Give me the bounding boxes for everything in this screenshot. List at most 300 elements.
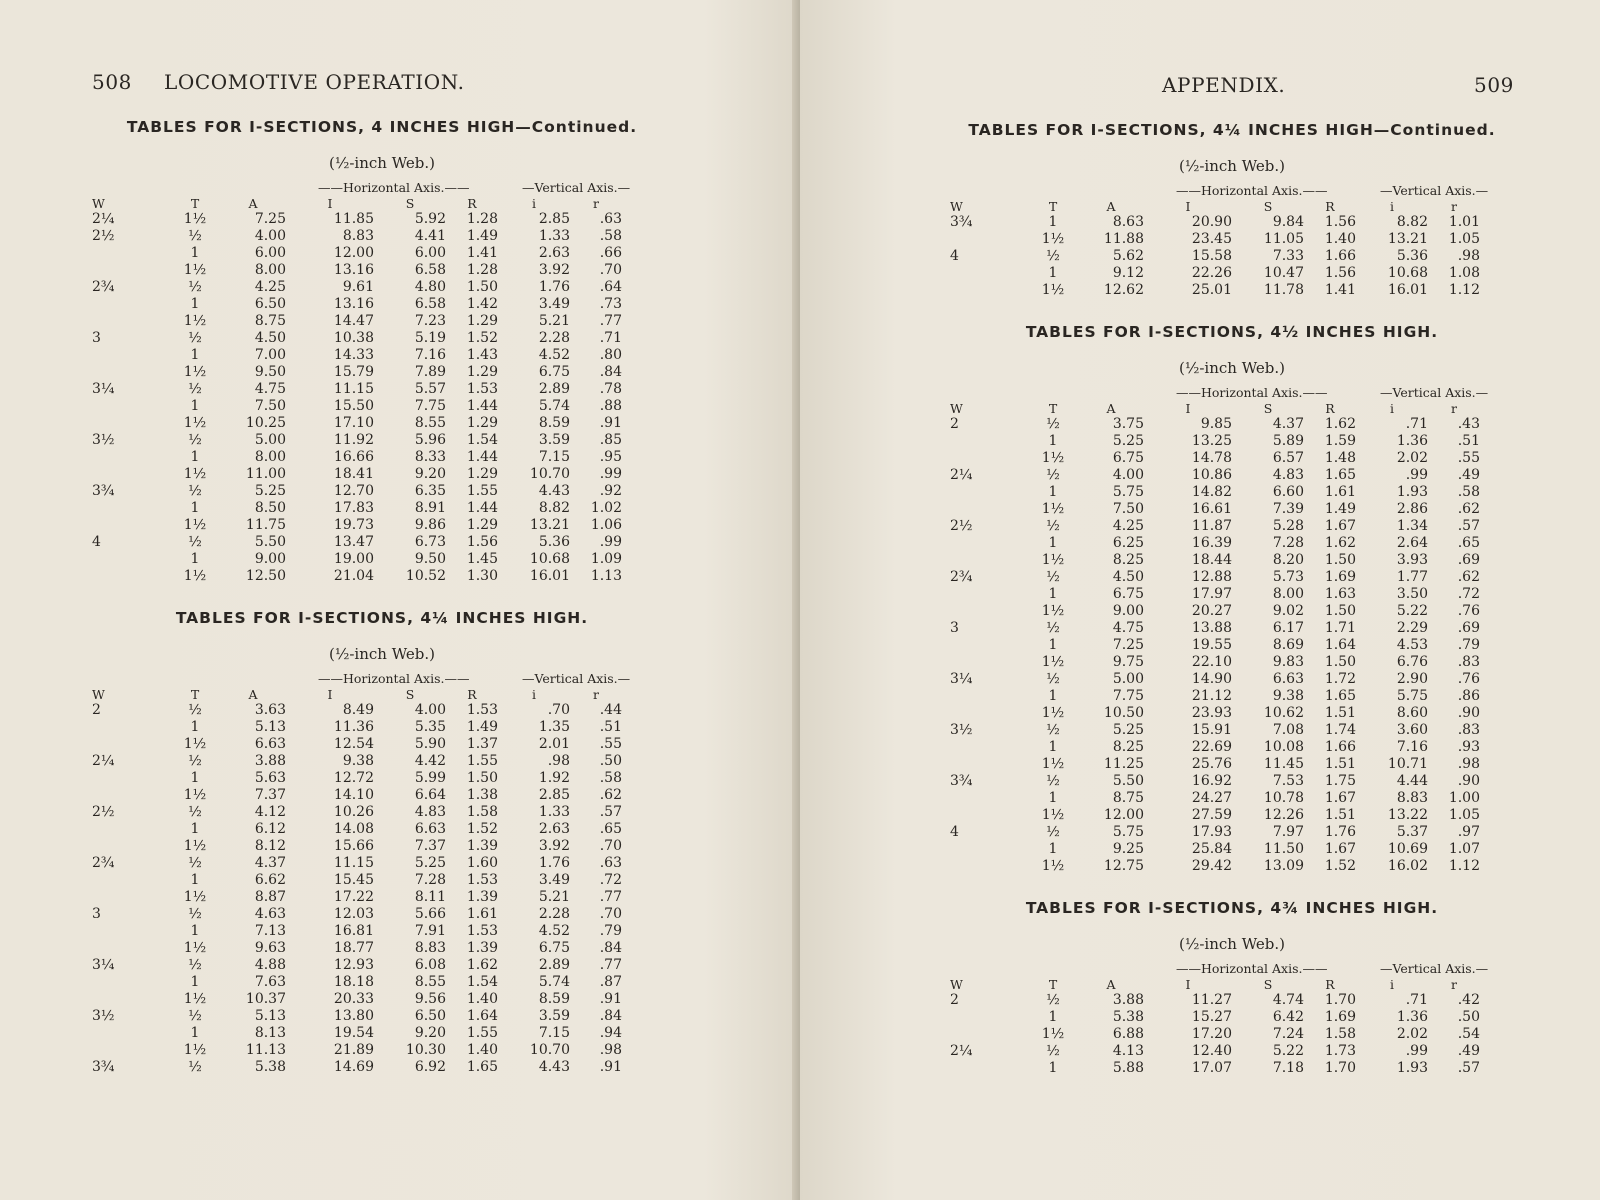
column-header-vertical-r: r <box>593 687 599 702</box>
table-row <box>950 535 1480 552</box>
cell-radius-r: 1.28 <box>466 211 498 227</box>
cell-weight: 2 <box>950 416 959 432</box>
cell-vertical-i: .99 <box>1405 1043 1428 1059</box>
cell-area: 5.63 <box>254 770 286 786</box>
cell-thickness: 1½ <box>183 889 207 905</box>
header-row <box>92 196 622 211</box>
cell-thickness: 1 <box>190 770 200 786</box>
column-header-moment-i: I <box>1185 401 1191 416</box>
cell-section-modulus-s: 7.23 <box>414 313 446 329</box>
column-header-section-modulus-s: S <box>1263 199 1273 214</box>
cell-thickness: ½ <box>188 753 202 769</box>
cell-vertical-r: 1.05 <box>1448 807 1480 823</box>
cell-radius-r: 1.56 <box>1324 214 1356 230</box>
cell-moment-i: 25.76 <box>1191 756 1232 772</box>
cell-moment-i: 8.83 <box>342 228 374 244</box>
cell-area: 7.50 <box>254 398 286 414</box>
cell-section-modulus-s: 8.55 <box>414 974 446 990</box>
cell-section-modulus-s: 6.64 <box>414 787 446 803</box>
table-row <box>92 330 622 347</box>
cell-thickness: 1½ <box>1041 807 1065 823</box>
cell-section-modulus-s: 10.08 <box>1263 739 1304 755</box>
cell-vertical-r: .77 <box>599 313 622 329</box>
cell-vertical-r: .63 <box>599 211 622 227</box>
cell-weight <box>950 1026 1028 1043</box>
cell-area: 12.75 <box>1103 858 1144 874</box>
cell-vertical-i: 2.64 <box>1396 535 1428 551</box>
cell-radius-r: 1.38 <box>466 787 498 803</box>
cell-thickness: 1 <box>190 923 200 939</box>
cell-radius-r: 1.44 <box>466 449 498 465</box>
cell-vertical-i: 13.22 <box>1387 807 1428 823</box>
cell-section-modulus-s: 7.91 <box>414 923 446 939</box>
column-header-section-modulus-s: S <box>1263 401 1273 416</box>
cell-radius-r: 1.55 <box>466 753 498 769</box>
cell-thickness: 1 <box>190 821 200 837</box>
cell-moment-i: 9.61 <box>342 279 374 295</box>
cell-vertical-i: 3.92 <box>538 262 570 278</box>
cell-vertical-i: 6.75 <box>538 364 570 380</box>
cell-vertical-r: .76 <box>1457 603 1480 619</box>
cell-radius-r: 1.73 <box>1324 1043 1356 1059</box>
page-number: 509 <box>1474 73 1514 97</box>
cell-vertical-i: 10.70 <box>529 1042 570 1058</box>
cell-section-modulus-s: 8.69 <box>1272 637 1304 653</box>
cell-area: 6.50 <box>254 296 286 312</box>
column-header-moment-i: I <box>1185 977 1191 992</box>
cell-moment-i: 13.25 <box>1191 433 1232 449</box>
table-row <box>950 248 1480 265</box>
cell-moment-i: 17.20 <box>1191 1026 1232 1042</box>
cell-section-modulus-s: 5.90 <box>414 736 446 752</box>
table-row <box>92 1025 622 1042</box>
table-row <box>92 991 622 1008</box>
cell-area: 7.13 <box>254 923 286 939</box>
table-row <box>950 501 1480 518</box>
cell-section-modulus-s: 10.78 <box>1263 790 1304 806</box>
cell-thickness: 1 <box>1048 1009 1058 1025</box>
cell-section-modulus-s: 6.73 <box>414 534 446 550</box>
cell-thickness: 1½ <box>183 736 207 752</box>
cell-weight <box>92 770 170 787</box>
cell-section-modulus-s: 8.33 <box>414 449 446 465</box>
cell-weight <box>950 790 1028 807</box>
header-row <box>950 401 1480 416</box>
table-row <box>950 807 1480 824</box>
cell-radius-r: 1.39 <box>466 940 498 956</box>
cell-section-modulus-s: 6.92 <box>414 1059 446 1075</box>
cell-thickness: ½ <box>1046 416 1060 432</box>
cell-vertical-i: 5.37 <box>1396 824 1428 840</box>
axis-labels <box>950 183 1514 199</box>
cell-moment-i: 23.93 <box>1191 705 1232 721</box>
cell-vertical-r: 1.07 <box>1448 841 1480 857</box>
cell-weight <box>950 484 1028 501</box>
cell-vertical-i: .70 <box>547 702 570 718</box>
cell-area: 7.75 <box>1112 688 1144 704</box>
cell-vertical-i: 2.28 <box>538 906 570 922</box>
cell-section-modulus-s: 6.63 <box>414 821 446 837</box>
cell-area: 8.75 <box>1112 790 1144 806</box>
cell-radius-r: 1.44 <box>466 500 498 516</box>
cell-vertical-i: 16.02 <box>1387 858 1428 874</box>
cell-vertical-i: 3.59 <box>538 432 570 448</box>
cell-weight: 3¼ <box>92 381 115 397</box>
cell-vertical-i: 1.92 <box>538 770 570 786</box>
cell-moment-i: 20.33 <box>333 991 374 1007</box>
cell-section-modulus-s: 9.86 <box>414 517 446 533</box>
cell-weight <box>92 347 170 364</box>
cell-weight <box>92 821 170 838</box>
cell-thickness: 1 <box>1048 433 1058 449</box>
cell-thickness: 1 <box>190 245 200 261</box>
cell-vertical-i: 1.76 <box>538 855 570 871</box>
cell-section-modulus-s: 6.08 <box>414 957 446 973</box>
cell-moment-i: 16.81 <box>333 923 374 939</box>
column-header-moment-i: I <box>327 687 333 702</box>
cell-radius-r: 1.37 <box>466 736 498 752</box>
cell-weight: 2¾ <box>950 569 973 585</box>
cell-area: 5.38 <box>1112 1009 1144 1025</box>
cell-weight <box>950 535 1028 552</box>
cell-thickness: ½ <box>188 228 202 244</box>
table-row <box>92 787 622 804</box>
cell-moment-i: 9.38 <box>342 753 374 769</box>
cell-vertical-r: .69 <box>1457 552 1480 568</box>
cell-area: 8.63 <box>1112 214 1144 230</box>
column-header-weight: W <box>950 401 963 416</box>
section-table <box>92 687 622 1076</box>
cell-vertical-r: .87 <box>599 974 622 990</box>
cell-area: 6.88 <box>1112 1026 1144 1042</box>
cell-section-modulus-s: 4.37 <box>1272 416 1304 432</box>
cell-thickness: 1½ <box>1041 231 1065 247</box>
column-header-vertical-i: i <box>1390 977 1394 992</box>
table-row <box>92 821 622 838</box>
cell-area: 7.25 <box>254 211 286 227</box>
cell-vertical-i: 10.69 <box>1387 841 1428 857</box>
cell-moment-i: 12.03 <box>333 906 374 922</box>
table-section <box>92 609 672 1076</box>
cell-weight: 2½ <box>950 518 973 534</box>
cell-vertical-i: 8.59 <box>538 991 570 1007</box>
table-row <box>950 265 1480 282</box>
cell-radius-r: 1.69 <box>1324 569 1356 585</box>
cell-weight <box>92 568 170 585</box>
column-header-section-modulus-s: S <box>405 687 415 702</box>
cell-section-modulus-s: 7.18 <box>1272 1060 1304 1076</box>
table-row <box>92 753 622 770</box>
cell-vertical-r: 1.00 <box>1448 790 1480 806</box>
column-header-weight: W <box>950 977 963 992</box>
cell-area: 6.00 <box>254 245 286 261</box>
table-row <box>92 872 622 889</box>
cell-vertical-r: 1.09 <box>590 551 622 567</box>
cell-section-modulus-s: 11.50 <box>1263 841 1304 857</box>
cell-moment-i: 24.27 <box>1191 790 1232 806</box>
cell-section-modulus-s: 10.30 <box>405 1042 446 1058</box>
cell-section-modulus-s: 5.89 <box>1272 433 1304 449</box>
cell-thickness: ½ <box>188 855 202 871</box>
cell-weight <box>950 552 1028 569</box>
cell-vertical-r: .57 <box>599 804 622 820</box>
cell-moment-i: 21.89 <box>333 1042 374 1058</box>
cell-section-modulus-s: 6.57 <box>1272 450 1304 466</box>
cell-vertical-r: .85 <box>599 432 622 448</box>
cell-weight <box>92 974 170 991</box>
cell-weight <box>92 991 170 1008</box>
cell-radius-r: 1.75 <box>1324 773 1356 789</box>
cell-vertical-i: 2.02 <box>1396 450 1428 466</box>
table-row <box>950 231 1480 248</box>
cell-vertical-i: 2.89 <box>538 957 570 973</box>
cell-vertical-r: .76 <box>1457 671 1480 687</box>
table-row <box>950 992 1480 1009</box>
cell-moment-i: 16.61 <box>1191 501 1232 517</box>
cell-vertical-r: .49 <box>1457 1043 1480 1059</box>
table-row <box>92 534 622 551</box>
cell-moment-i: 12.88 <box>1191 569 1232 585</box>
cell-vertical-i: 8.82 <box>538 500 570 516</box>
cell-vertical-i: 2.63 <box>538 821 570 837</box>
cell-vertical-i: 10.68 <box>529 551 570 567</box>
table-row <box>92 940 622 957</box>
column-header-thickness: T <box>1048 401 1058 416</box>
cell-vertical-r: .78 <box>599 381 622 397</box>
table-row <box>92 483 622 500</box>
running-head <box>950 73 1514 105</box>
cell-vertical-i: 3.93 <box>1396 552 1428 568</box>
table-section <box>92 118 672 585</box>
cell-vertical-r: .51 <box>599 719 622 735</box>
cell-weight <box>950 756 1028 773</box>
column-header-radius-r: R <box>1325 977 1335 992</box>
cell-vertical-r: 1.08 <box>1448 265 1480 281</box>
section-table <box>950 401 1480 875</box>
cell-vertical-i: 3.49 <box>538 872 570 888</box>
cell-vertical-i: 5.21 <box>538 313 570 329</box>
cell-moment-i: 14.33 <box>333 347 374 363</box>
cell-moment-i: 23.45 <box>1191 231 1232 247</box>
cell-vertical-r: .65 <box>1457 535 1480 551</box>
cell-thickness: 1½ <box>183 1042 207 1058</box>
cell-vertical-i: 8.59 <box>538 415 570 431</box>
cell-weight <box>92 736 170 753</box>
cell-area: 9.12 <box>1112 265 1144 281</box>
cell-section-modulus-s: 5.96 <box>414 432 446 448</box>
cell-moment-i: 19.00 <box>333 551 374 567</box>
cell-weight: 3½ <box>92 432 115 448</box>
cell-radius-r: 1.53 <box>466 381 498 397</box>
cell-section-modulus-s: 8.00 <box>1272 586 1304 602</box>
column-header-weight: W <box>92 687 105 702</box>
cell-vertical-i: 8.83 <box>1396 790 1428 806</box>
horizontal-axis-label: ——Horizontal Axis.—— <box>318 671 470 686</box>
cell-radius-r: 1.40 <box>1324 231 1356 247</box>
table-row <box>92 804 622 821</box>
column-header-area: A <box>248 687 258 702</box>
vertical-axis-label: —Vertical Axis.— <box>1380 183 1489 198</box>
cell-thickness: 1½ <box>183 940 207 956</box>
cell-vertical-r: .98 <box>1457 248 1480 264</box>
table-row <box>950 552 1480 569</box>
cell-weight: 3¼ <box>92 957 115 973</box>
cell-moment-i: 11.92 <box>333 432 374 448</box>
table-row <box>950 1043 1480 1060</box>
table-row <box>92 500 622 517</box>
column-header-vertical-i: i <box>1390 199 1394 214</box>
cell-thickness: 1 <box>1048 484 1058 500</box>
cell-vertical-r: .57 <box>1457 1060 1480 1076</box>
cell-weight: 4 <box>950 248 959 264</box>
cell-area: 8.87 <box>254 889 286 905</box>
cell-thickness: 1 <box>190 398 200 414</box>
column-header-thickness: T <box>190 196 200 211</box>
cell-section-modulus-s: 6.58 <box>414 296 446 312</box>
cell-thickness: 1 <box>1048 790 1058 806</box>
cell-area: 5.25 <box>254 483 286 499</box>
table-row <box>950 214 1480 231</box>
cell-section-modulus-s: 7.37 <box>414 838 446 854</box>
cell-weight <box>950 637 1028 654</box>
cell-vertical-r: .62 <box>599 787 622 803</box>
cell-weight: 2¾ <box>92 279 115 295</box>
cell-area: 5.50 <box>1112 773 1144 789</box>
cell-radius-r: 1.67 <box>1324 790 1356 806</box>
cell-moment-i: 21.04 <box>333 568 374 584</box>
cell-section-modulus-s: 6.17 <box>1272 620 1304 636</box>
cell-area: 7.50 <box>1112 501 1144 517</box>
column-header-radius-r: R <box>467 687 477 702</box>
section-table <box>92 196 622 585</box>
cell-thickness: 1½ <box>183 313 207 329</box>
cell-weight <box>92 415 170 432</box>
cell-vertical-r: .95 <box>599 449 622 465</box>
column-header-thickness: T <box>190 687 200 702</box>
cell-vertical-i: .98 <box>547 753 570 769</box>
cell-weight <box>950 586 1028 603</box>
cell-thickness: 1 <box>1048 535 1058 551</box>
cell-area: 4.25 <box>254 279 286 295</box>
cell-section-modulus-s: 7.28 <box>1272 535 1304 551</box>
cell-vertical-r: .62 <box>1457 501 1480 517</box>
column-header-area: A <box>1106 401 1116 416</box>
cell-weight: 3½ <box>950 722 973 738</box>
cell-moment-i: 14.82 <box>1191 484 1232 500</box>
cell-weight <box>92 364 170 381</box>
cell-vertical-i: 5.75 <box>1396 688 1428 704</box>
cell-radius-r: 1.28 <box>466 262 498 278</box>
cell-section-modulus-s: 9.20 <box>414 466 446 482</box>
web-note: (½-inch Web.) <box>1178 157 1286 175</box>
cell-moment-i: 12.40 <box>1191 1043 1232 1059</box>
cell-vertical-r: .70 <box>599 906 622 922</box>
cell-vertical-r: .50 <box>1457 1009 1480 1025</box>
cell-vertical-i: 4.43 <box>538 483 570 499</box>
cell-weight <box>92 466 170 483</box>
cell-radius-r: 1.41 <box>466 245 498 261</box>
cell-section-modulus-s: 6.00 <box>414 245 446 261</box>
column-header-area: A <box>248 196 258 211</box>
table-row <box>92 313 622 330</box>
cell-vertical-i: 16.01 <box>1387 282 1428 298</box>
table-section <box>950 121 1514 299</box>
cell-vertical-i: 1.76 <box>538 279 570 295</box>
cell-moment-i: 13.16 <box>333 296 374 312</box>
column-header-section-modulus-s: S <box>1263 977 1273 992</box>
cell-moment-i: 8.49 <box>342 702 374 718</box>
cell-section-modulus-s: 11.05 <box>1263 231 1304 247</box>
cell-weight <box>950 807 1028 824</box>
table-row <box>950 484 1480 501</box>
cell-moment-i: 19.55 <box>1191 637 1232 653</box>
cell-thickness: ½ <box>1046 248 1060 264</box>
cell-vertical-i: 10.70 <box>529 466 570 482</box>
cell-vertical-i: .71 <box>1405 992 1428 1008</box>
cell-section-modulus-s: 4.00 <box>414 702 446 718</box>
table-row <box>92 957 622 974</box>
cell-vertical-i: 5.36 <box>538 534 570 550</box>
cell-area: 9.25 <box>1112 841 1144 857</box>
cell-area: 4.12 <box>254 804 286 820</box>
cell-section-modulus-s: 5.22 <box>1272 1043 1304 1059</box>
cell-vertical-i: 4.43 <box>538 1059 570 1075</box>
cell-section-modulus-s: 6.58 <box>414 262 446 278</box>
cell-vertical-r: .70 <box>599 838 622 854</box>
section-title: TABLES FOR I-SECTIONS, 4 INCHES HIGH—Continued. <box>126 118 638 136</box>
cell-moment-i: 16.92 <box>1191 773 1232 789</box>
cell-thickness: ½ <box>188 330 202 346</box>
cell-area: 8.12 <box>254 838 286 854</box>
table-row <box>950 603 1480 620</box>
cell-vertical-r: 1.01 <box>1448 214 1480 230</box>
cell-vertical-i: 13.21 <box>1387 231 1428 247</box>
cell-radius-r: 1.54 <box>466 974 498 990</box>
cell-radius-r: 1.40 <box>466 1042 498 1058</box>
cell-section-modulus-s: 7.75 <box>414 398 446 414</box>
cell-radius-r: 1.56 <box>1324 265 1356 281</box>
cell-radius-r: 1.62 <box>466 957 498 973</box>
cell-radius-r: 1.29 <box>466 313 498 329</box>
cell-section-modulus-s: 6.60 <box>1272 484 1304 500</box>
cell-area: 11.88 <box>1103 231 1144 247</box>
cell-vertical-i: 5.21 <box>538 889 570 905</box>
cell-vertical-i: 1.35 <box>538 719 570 735</box>
cell-vertical-r: .55 <box>599 736 622 752</box>
cell-vertical-i: 1.77 <box>1396 569 1428 585</box>
cell-moment-i: 22.69 <box>1191 739 1232 755</box>
cell-thickness: 1½ <box>183 838 207 854</box>
column-header-vertical-r: r <box>1451 977 1457 992</box>
cell-section-modulus-s: 4.83 <box>414 804 446 820</box>
table-row <box>92 702 622 719</box>
table-section <box>950 899 1514 1077</box>
cell-weight <box>92 449 170 466</box>
cell-radius-r: 1.66 <box>1324 739 1356 755</box>
cell-vertical-i: 2.28 <box>538 330 570 346</box>
cell-moment-i: 15.58 <box>1191 248 1232 264</box>
cell-vertical-r: 1.02 <box>590 500 622 516</box>
cell-thickness: 1 <box>1048 265 1058 281</box>
cell-moment-i: 14.90 <box>1191 671 1232 687</box>
cell-radius-r: 1.65 <box>1324 688 1356 704</box>
cell-vertical-i: 5.74 <box>538 398 570 414</box>
cell-radius-r: 1.62 <box>1324 535 1356 551</box>
cell-section-modulus-s: 7.39 <box>1272 501 1304 517</box>
cell-weight: 3½ <box>92 1008 115 1024</box>
cell-thickness: 1½ <box>1041 756 1065 772</box>
cell-area: 12.50 <box>245 568 286 584</box>
